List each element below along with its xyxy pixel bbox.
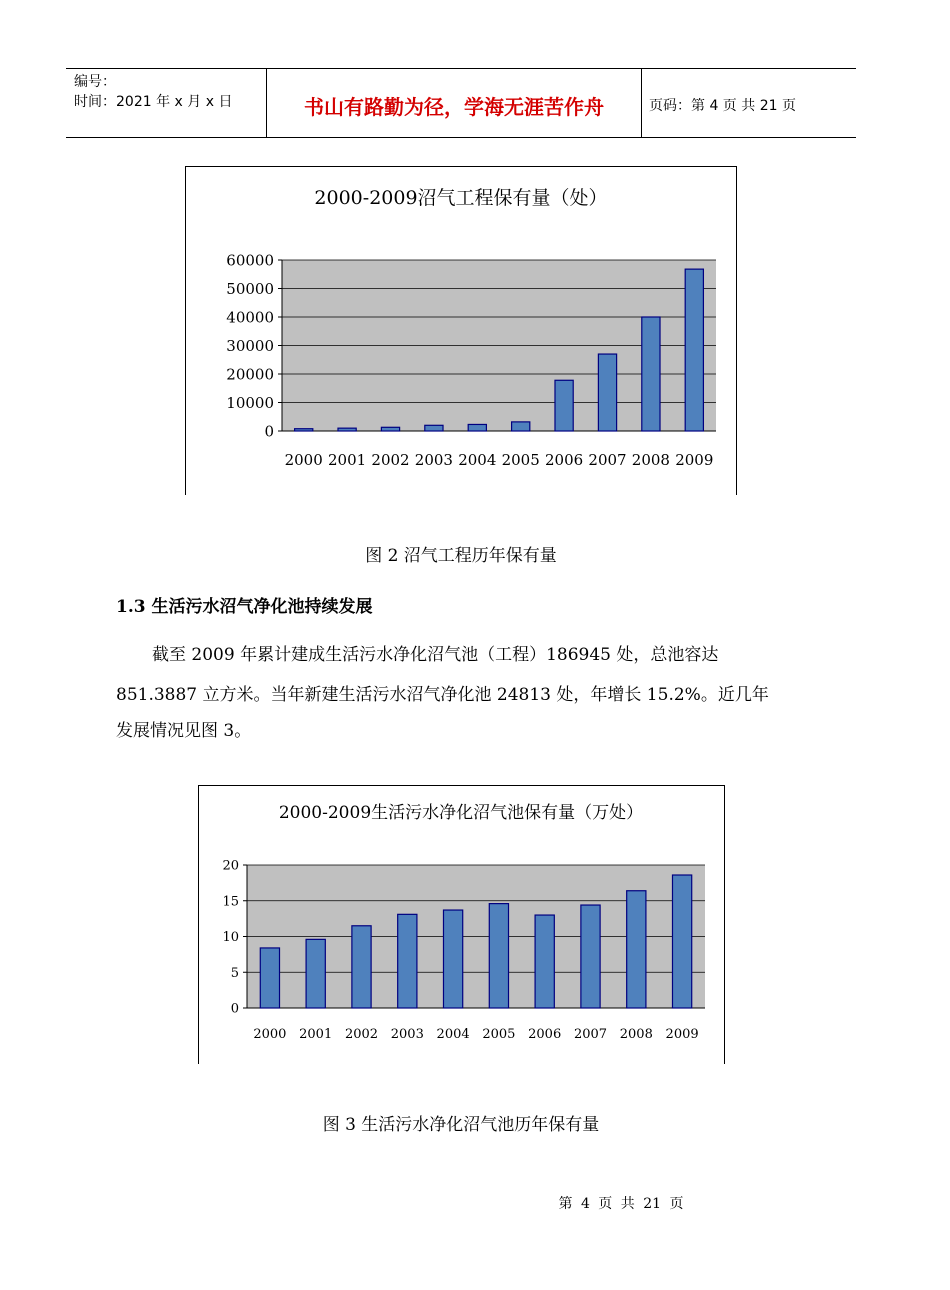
chart-figure-2 [185,166,737,495]
y-tick-label: 10000 [226,393,274,412]
x-tick-label: 2004 [436,1027,470,1042]
bar [381,427,399,431]
chart-figure-3 [198,785,725,1064]
figure-2-caption: 图 2 沼气工程历年保有量 [365,546,557,566]
chart-3-svg [199,786,724,1064]
chart-2-svg [186,167,736,495]
bar [627,891,646,1008]
bar [468,424,486,431]
x-tick-label: 2005 [501,451,540,469]
bar [260,948,279,1008]
x-tick-label: 2003 [414,451,453,469]
bar [352,926,371,1008]
paragraph-line-2: 851.3887 立方米。当年新建生活污水沼气净化池 24813 处，年增长 15.2%。近几年 [116,685,769,705]
header-right-cell [641,69,856,137]
y-tick-label: 15 [222,894,239,910]
header-center-cell [266,69,642,137]
bar [672,875,691,1008]
y-tick-label: 30000 [226,336,274,355]
figure-3-caption: 图 3 生活污水净化沼气池历年保有量 [322,1115,600,1135]
x-tick-label: 2007 [588,451,627,469]
bar [581,905,600,1008]
bar [512,422,530,431]
header-left-cell [66,69,266,137]
header-page-info: 页码：第 4 页 共 21 页 [649,98,796,114]
x-tick-label: 2005 [482,1027,516,1042]
y-tick-label: 5 [230,965,239,981]
y-tick-label: 0 [230,1001,239,1017]
x-tick-label: 2007 [573,1027,608,1042]
header-motto: 书山有路勤为径，学海无涯苦作舟 [304,95,604,119]
bar [443,910,462,1008]
y-tick-label: 40000 [226,308,274,327]
section-heading: 1.3 生活污水沼气净化池持续发展 [116,597,373,617]
paragraph-line-1: 截至 2009 年累计建成生活污水净化沼气池（工程）186945 处，总池容达 [152,645,719,665]
bar [535,915,554,1008]
x-tick-label: 2009 [665,1027,699,1042]
page-header [66,68,856,138]
bar [555,380,573,431]
y-tick-label: 0 [264,422,274,441]
x-tick-label: 2001 [328,451,367,469]
x-tick-label: 2006 [528,1027,562,1042]
bar [425,425,443,431]
y-tick-label: 20000 [226,365,274,384]
y-tick-label: 10 [222,930,239,946]
x-tick-label: 2000 [284,451,323,469]
paragraph-line-3: 发展情况见图 3。 [116,721,252,741]
x-tick-label: 2008 [631,451,670,469]
x-tick-label: 2001 [299,1027,333,1042]
bar [685,269,703,431]
bar [306,939,325,1008]
x-tick-label: 2000 [253,1027,287,1042]
page-footer: 第 4 页 共 21 页 [558,1196,684,1212]
x-tick-label: 2003 [390,1027,424,1042]
bar [338,428,356,431]
doc-number-label: 编号： [74,74,116,90]
x-tick-label: 2004 [458,451,497,469]
y-tick-label: 50000 [226,279,274,298]
bar [295,429,313,431]
x-tick-label: 2002 [344,1027,379,1042]
chart-title: 2000-2009沼气工程保有量（处） [314,187,608,209]
y-tick-label: 20 [222,858,239,874]
x-tick-label: 2008 [619,1027,653,1042]
doc-time-label: 时间：2021 年 x 月 x 日 [74,94,233,110]
bar [598,354,616,431]
chart-title: 2000-2009生活污水净化沼气池保有量（万处） [278,803,644,823]
bar [642,317,660,431]
bar [398,914,417,1008]
x-tick-label: 2002 [371,451,410,469]
x-tick-label: 2006 [545,451,584,469]
x-tick-label: 2009 [675,451,714,469]
y-tick-label: 60000 [226,251,274,270]
bar [489,904,508,1008]
